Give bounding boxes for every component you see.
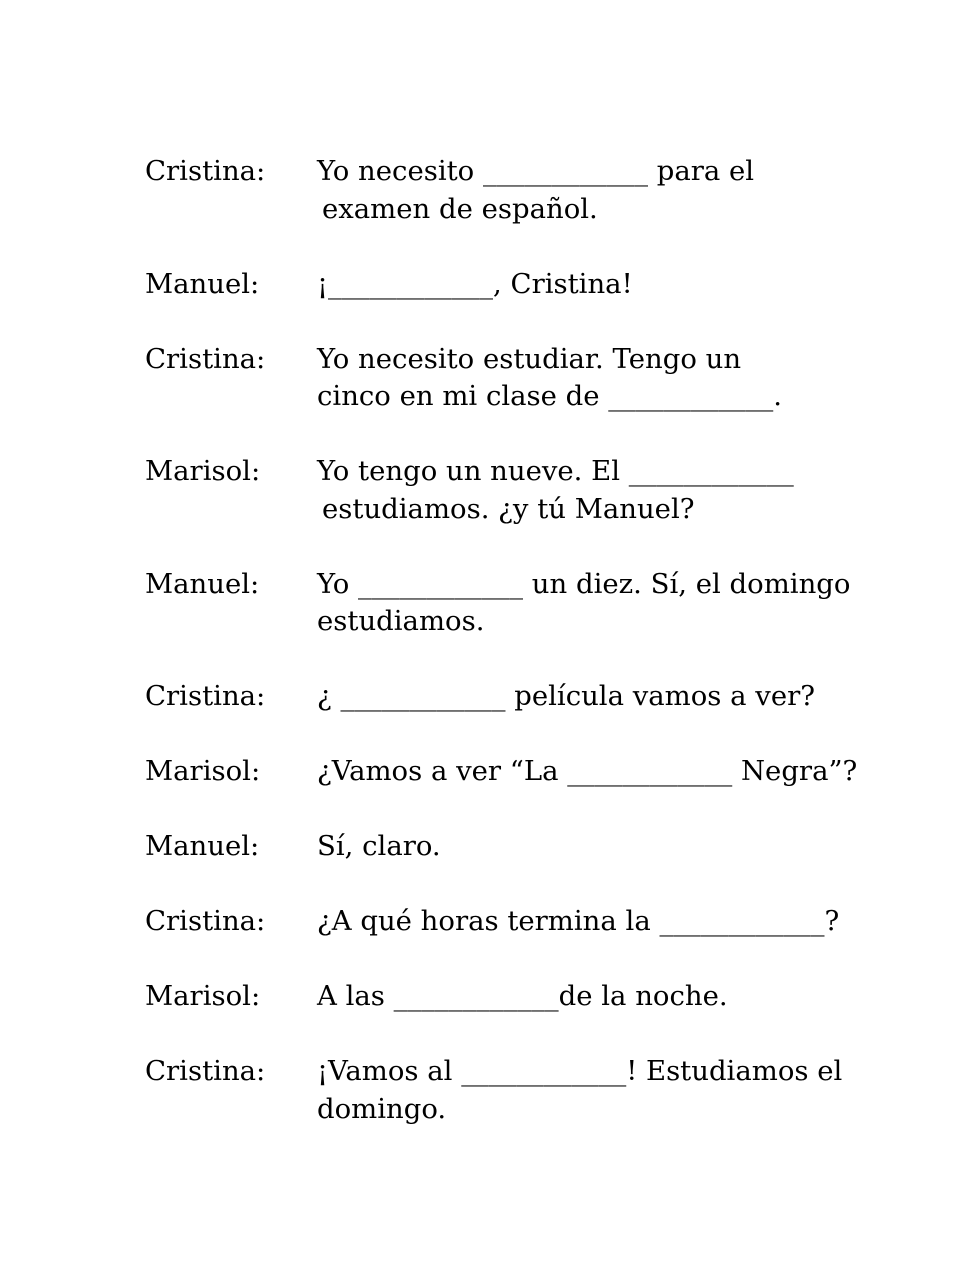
speech-line: Yo necesito estudiar. Tengo un [317, 342, 742, 375]
dialogue-line [145, 753, 945, 791]
speech-line: estudiamos. [317, 605, 485, 637]
speech-text [317, 341, 945, 416]
speech-line: ¡____________, Cristina! [317, 267, 633, 300]
speech-line: Sí, claro. [317, 830, 441, 862]
speaker-name: Cristina: [145, 342, 266, 375]
dialogue-line [145, 903, 945, 941]
speech-line: A las ____________de la noche. [317, 980, 728, 1012]
speech-text [317, 828, 945, 866]
speech-text [317, 1053, 945, 1128]
dialogue-line [145, 1053, 945, 1128]
speech-text [317, 903, 945, 941]
speech-text [317, 753, 945, 791]
speech-line: cinco en mi clase de ____________. [317, 380, 783, 412]
dialogue-line [145, 266, 945, 304]
speaker-name: Marisol: [145, 755, 261, 787]
dialogue-worksheet [145, 153, 945, 1128]
speech-line: ¡Vamos al ____________! Estudiamos el [317, 1055, 843, 1087]
speech-line: Yo ____________ un diez. Sí, el domingo [317, 567, 851, 600]
speech-line: Yo necesito ____________ para el [317, 155, 755, 187]
speech-text [317, 453, 945, 528]
speech-line: ¿Vamos a ver “La ____________ Negra”? [317, 755, 858, 787]
speaker-name: Cristina: [145, 155, 266, 187]
speech-text [317, 153, 945, 228]
dialogue-line [145, 453, 945, 528]
dialogue-line [145, 978, 945, 1016]
speech-text [317, 678, 945, 716]
speaker-name: Marisol: [145, 455, 261, 487]
speech-line: estudiamos. ¿y tú Manuel? [322, 492, 695, 525]
dialogue-line [145, 153, 945, 228]
dialogue-line [145, 341, 945, 416]
dialogue-line [145, 566, 945, 641]
speaker-name: Manuel: [145, 567, 260, 600]
speaker-name: Cristina: [145, 680, 266, 712]
speaker-name: Manuel: [145, 267, 260, 300]
speech-line: ¿ ____________ película vamos a ver? [317, 680, 815, 712]
speech-line: examen de español. [322, 192, 598, 225]
speech-text [317, 978, 945, 1016]
speaker-name: Cristina: [145, 905, 266, 937]
dialogue-line [145, 678, 945, 716]
speaker-name: Marisol: [145, 980, 261, 1012]
speech-line: Yo tengo un nueve. El ____________ [317, 455, 794, 487]
speech-line: ¿A qué horas termina la ____________? [317, 905, 840, 937]
speech-text [317, 266, 945, 304]
speaker-name: Cristina: [145, 1055, 266, 1087]
speaker-name: Manuel: [145, 830, 260, 862]
speech-line: domingo. [317, 1092, 447, 1125]
speech-text [317, 566, 945, 641]
dialogue-line [145, 828, 945, 866]
